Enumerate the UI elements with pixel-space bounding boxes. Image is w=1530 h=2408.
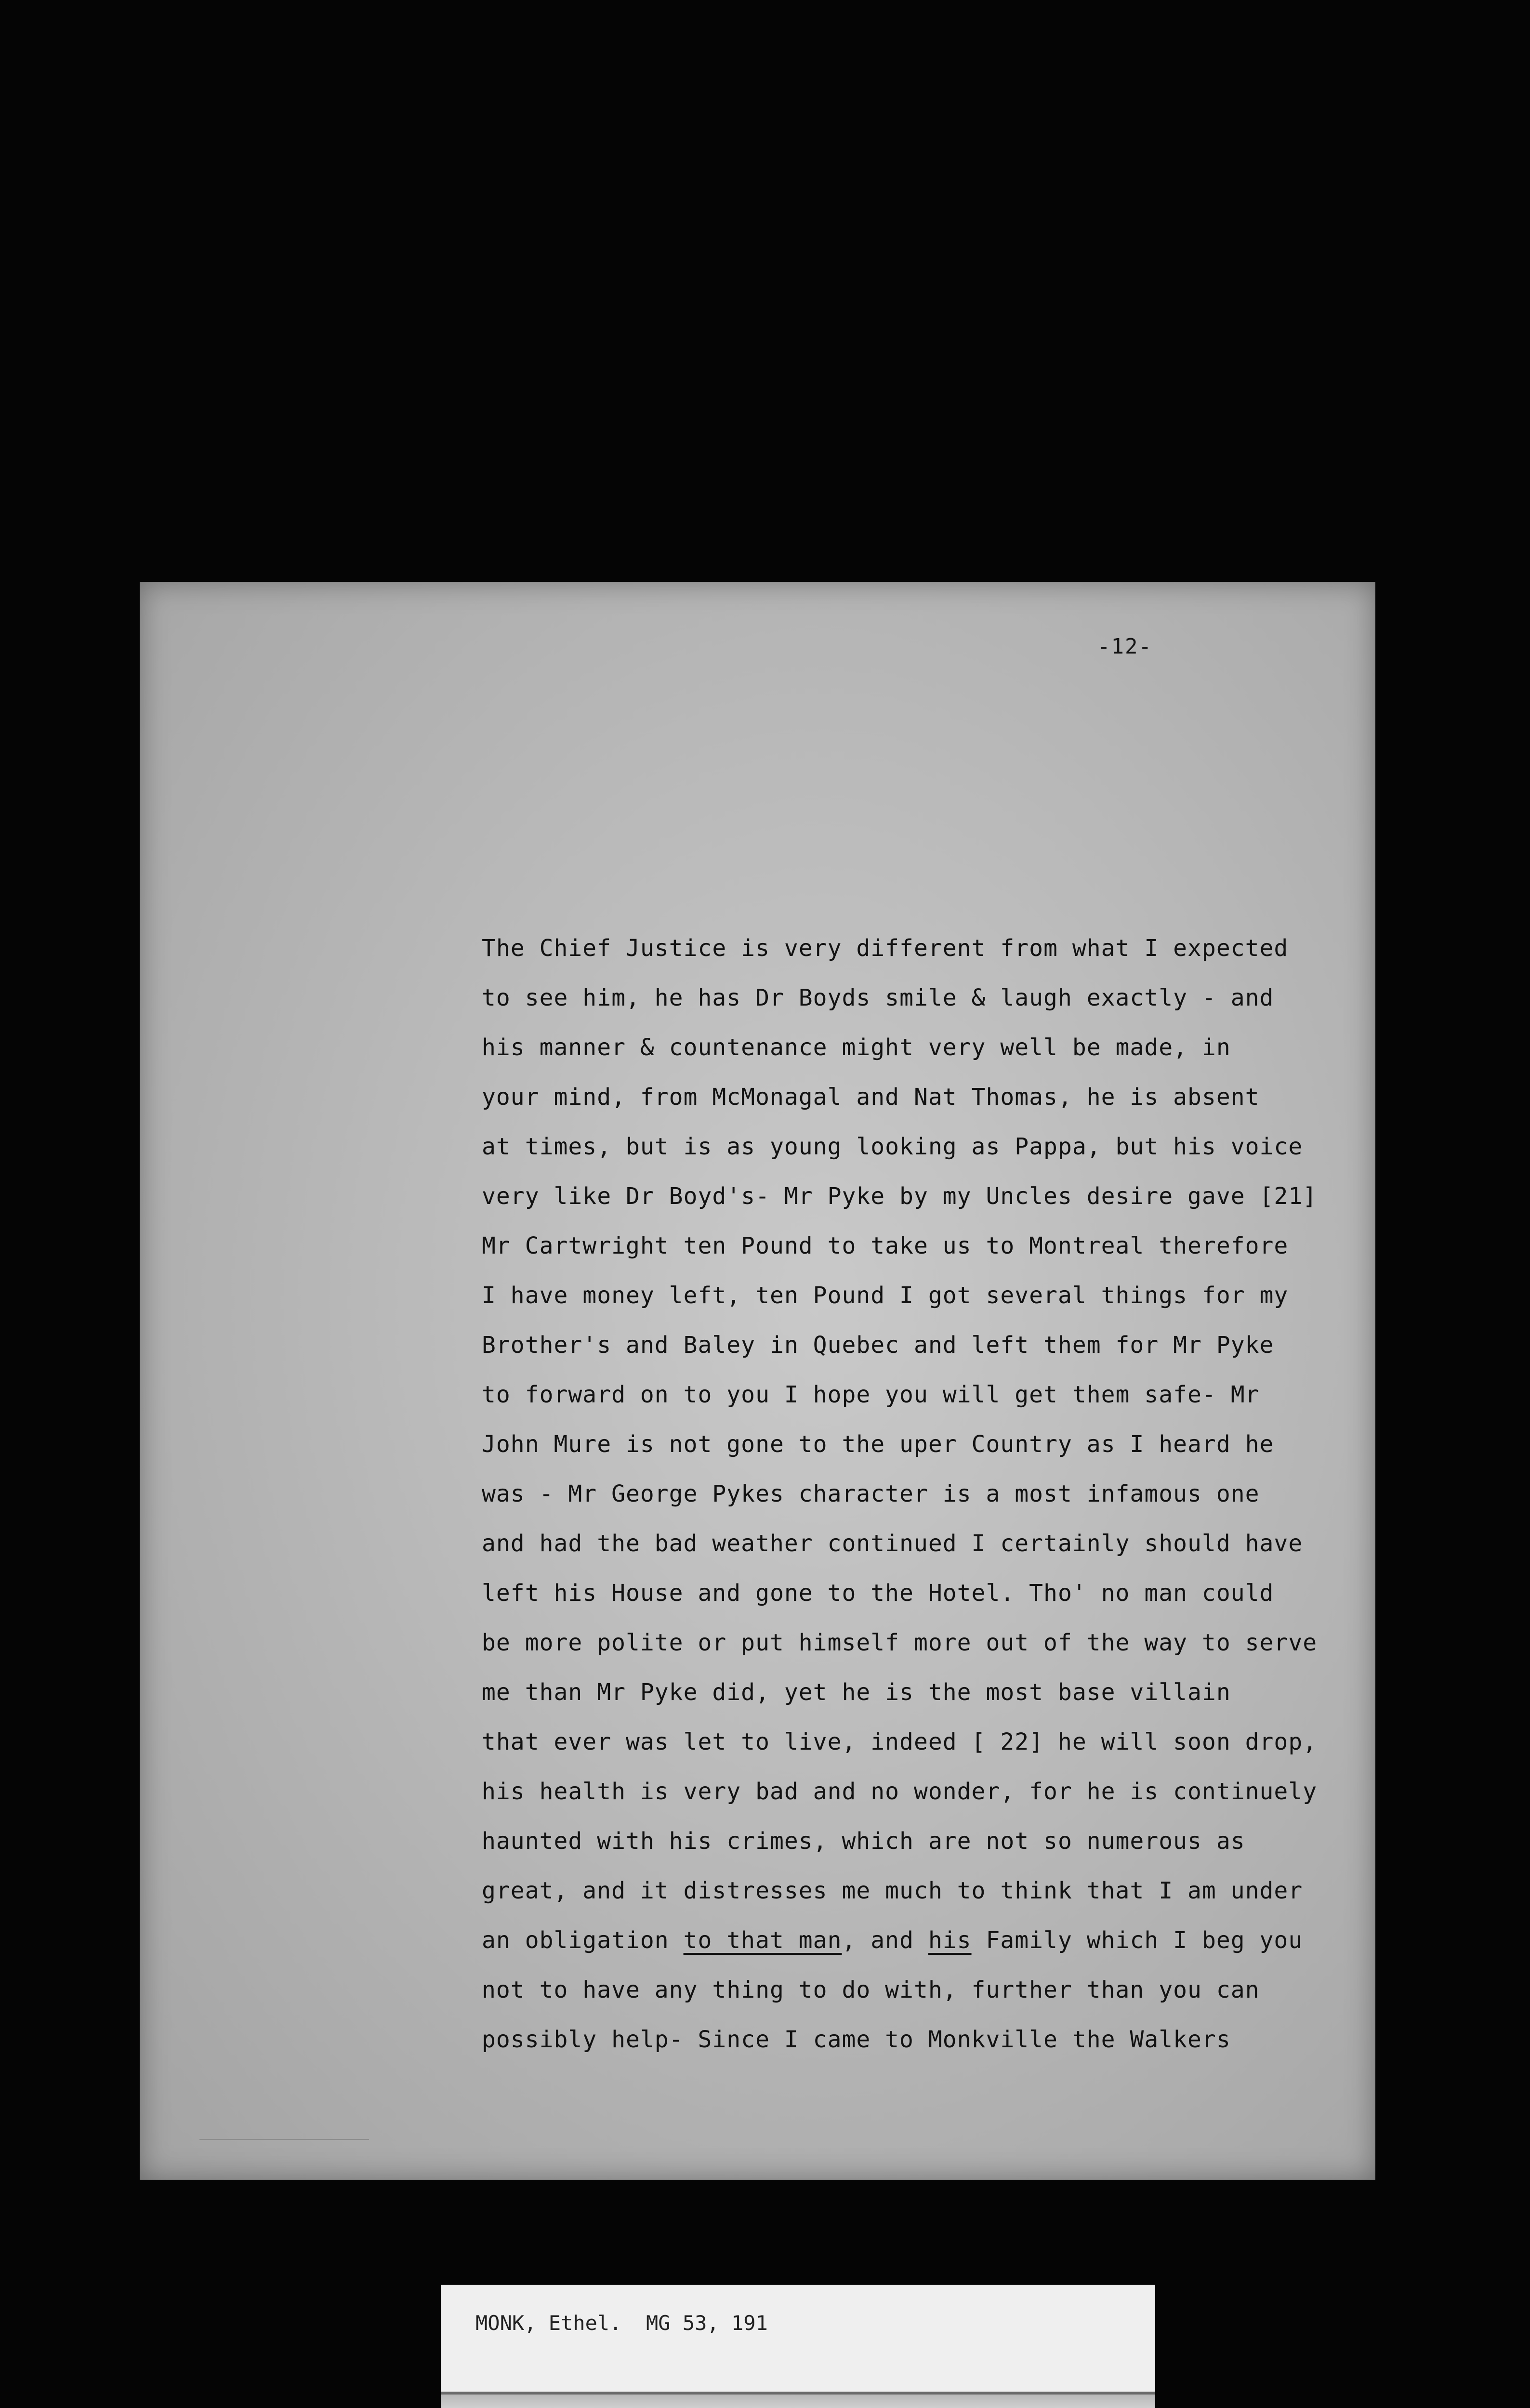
text-line-18: his health is very bad and no wonder, for he is continuely bbox=[482, 1778, 1318, 1805]
text-line-23: possibly help- Since I came to Monkville the Walkers bbox=[482, 2026, 1231, 2053]
text-line-9: Brother's and Baley in Quebec and left them for Mr Pyke bbox=[482, 1332, 1274, 1359]
label-reference-area bbox=[441, 2285, 1155, 2392]
text-line-17: that ever was let to live, indeed [ 22] he will soon drop, bbox=[482, 1728, 1318, 1755]
text-line-15: be more polite or put himself more out of the way to serve bbox=[482, 1629, 1318, 1656]
divider bbox=[199, 2139, 369, 2140]
text-line-8: I have money left, ten Pound I got several things for my bbox=[482, 1282, 1289, 1309]
text-line-5: at times, but is as young looking as Pappa, but his voice bbox=[482, 1133, 1303, 1160]
text-line-21 bbox=[482, 1916, 1363, 1965]
underlined-text: to that man bbox=[683, 1927, 842, 1954]
text-segment: an obligation bbox=[482, 1927, 684, 1954]
text-line-13: and had the bad weather continued I certainly should have bbox=[482, 1530, 1303, 1557]
text-segment: Family which I beg you bbox=[971, 1927, 1303, 1954]
text-line-4: your mind, from McMonagal and Nat Thomas, he is absent bbox=[482, 1084, 1260, 1111]
text-line-16: me than Mr Pyke did, yet he is the most base villain bbox=[482, 1679, 1231, 1706]
text-line-19: haunted with his crimes, which are not so numerous as bbox=[482, 1828, 1245, 1855]
text-line-11: John Mure is not gone to the uper Country as I heard he bbox=[482, 1431, 1274, 1458]
text-line-3: his manner & countenance might very well be made, in bbox=[482, 1034, 1231, 1061]
text-segment: , and bbox=[842, 1927, 928, 1954]
page-number: -12- bbox=[1097, 634, 1152, 659]
text-line-20: great, and it distresses me much to think that I am under bbox=[482, 1877, 1303, 1904]
archives-stamp bbox=[441, 2392, 1155, 2408]
archive-reference: MONK, Ethel. MG 53, 191 bbox=[475, 2311, 768, 2335]
text-line-10: to forward on to you I hope you will get them safe- Mr bbox=[482, 1381, 1260, 1408]
underlined-text: his bbox=[928, 1927, 972, 1954]
typed-letter-text bbox=[482, 924, 1363, 2065]
text-line-22: not to have any thing to do with, further than you can bbox=[482, 1976, 1260, 2003]
text-line-14: left his House and gone to the Hotel. Tho' no man could bbox=[482, 1580, 1274, 1607]
text-line-1: The Chief Justice is very different from what I expected bbox=[482, 935, 1289, 962]
text-line-6: very like Dr Boyd's- Mr Pyke by my Uncles desire gave [21] bbox=[482, 1183, 1318, 1210]
archive-label bbox=[441, 2285, 1155, 2408]
text-line-2: to see him, he has Dr Boyds smile & laugh exactly - and bbox=[482, 984, 1274, 1011]
text-line-7: Mr Cartwright ten Pound to take us to Montreal therefore bbox=[482, 1232, 1289, 1259]
text-line-12: was - Mr George Pykes character is a most infamous one bbox=[482, 1480, 1260, 1507]
